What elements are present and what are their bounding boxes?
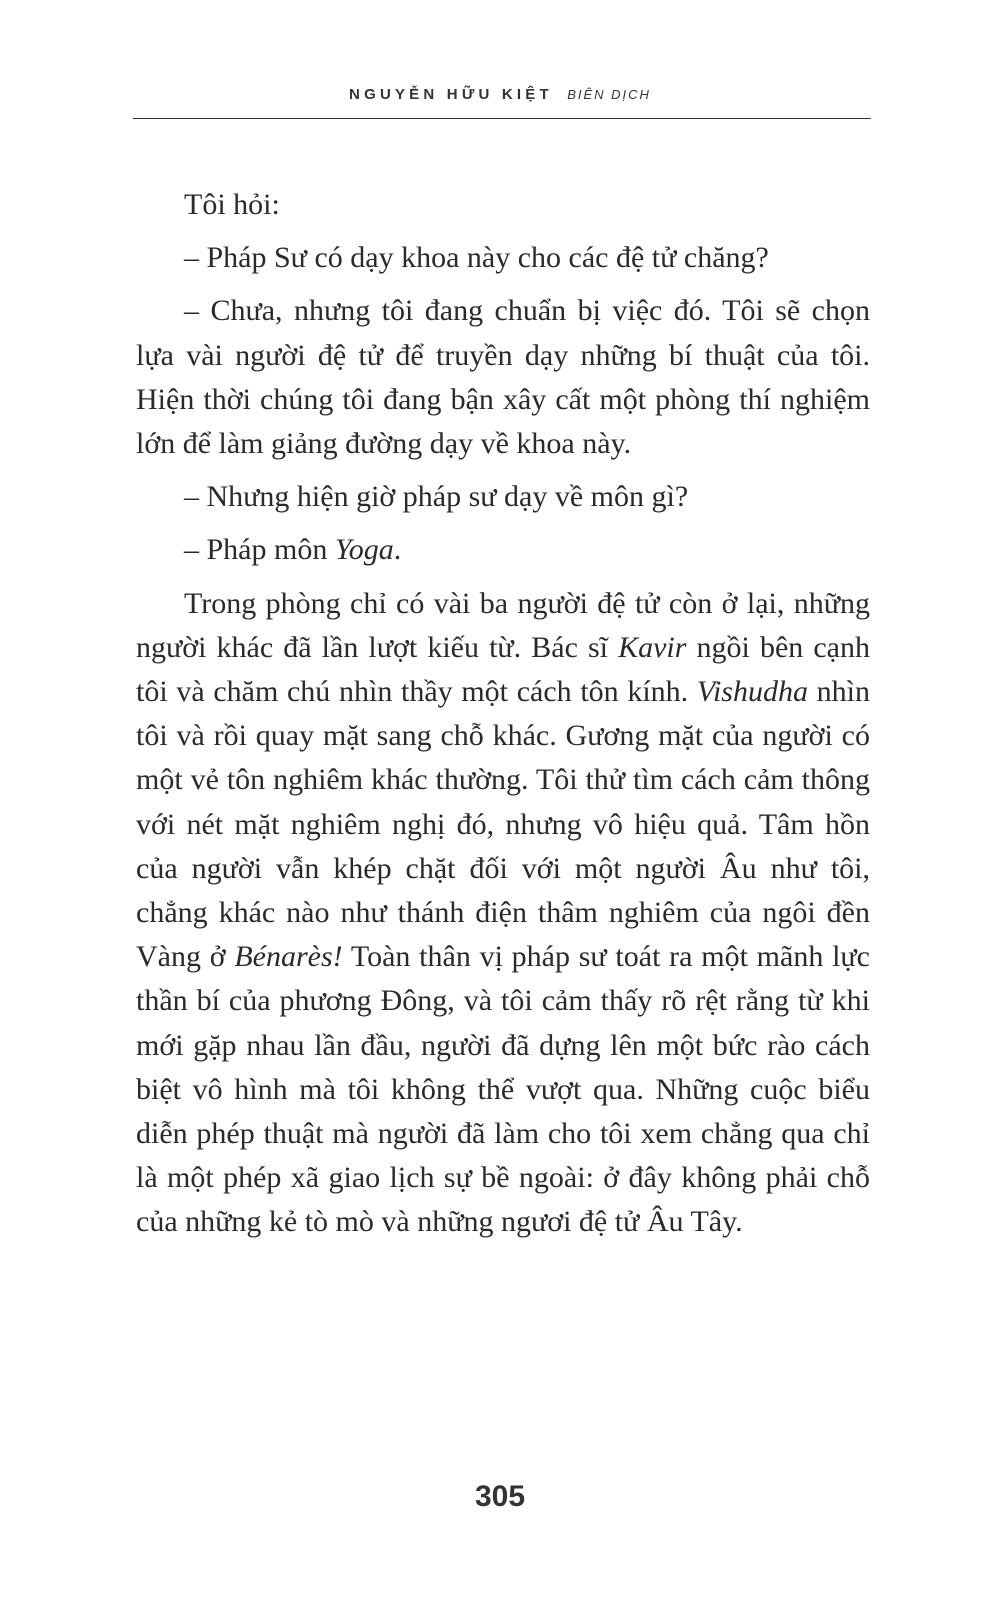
header-divider [133, 118, 871, 119]
paragraph-5 [136, 528, 870, 572]
paragraph-3: – Chưa, nhưng tôi đang chuẩn bị việc đó. Tôi sẽ chọn lựa vài người đệ tử để truyền dạy những bí thuật của tôi. Hiện thời chúng tôi đang bận xây cất một phòng thí nghiệm lớn để làm giảng đường dạy về khoa này. [136, 294, 870, 461]
paragraph-1: Tôi hỏi: [184, 188, 280, 221]
paragraph-5-prefix: – Pháp môn [184, 533, 335, 567]
paragraph-5-suffix: . [393, 533, 402, 567]
yoga-term: Yoga [334, 533, 394, 567]
vishudha-name: Vishudha [696, 675, 808, 709]
running-head [0, 86, 1000, 103]
page-number: 305 [474, 1480, 526, 1513]
header-role: BIÊN DỊCH [567, 87, 651, 102]
paragraph-6 [136, 582, 870, 1245]
paragraph-6-part-b: ngồi bên cạnh tôi và chăm chú nhìn thầy một cách tôn kính. [136, 630, 870, 709]
header-author: NGUYỄN HỮU KIỆT [349, 86, 553, 103]
page-body [136, 183, 870, 1245]
paragraph-6-part-c: nhìn tôi và rồi quay mặt sang chỗ khác. Gương mặt của người có một vẻ tôn nghiêm khác thường. Tôi thử tìm cách cảm thông với nét mặt nghiêm nghị đó, nhưng vô hiệu quả. Tâm hồn của người vẫn khép chặt đối với một người Âu như tôi, chẳng khác nào như thánh điện thâm nghiêm của ngôi đền Vàng ở [136, 675, 870, 974]
benares-name: Bénarès! [234, 940, 343, 974]
paragraph-2: – Pháp Sư có dạy khoa này cho các đệ tử chăng? [184, 241, 769, 275]
paragraph-6-part-d: Toàn thân vị pháp sư toát ra một mãnh lực thần bí của phương Đông, và tôi cảm thấy rõ rệt rằng từ khi mới gặp nhau lần đầu, người đã dựng lên một bức rào cách biệt vô hình mà tôi không thể vượt qua. Những cuộc biểu diễn phép thuật mà người đã làm cho tôi xem chẳng qua chỉ là một phép xã giao lịch sự bề ngoài: ở đây không phải chỗ của những kẻ tò mò và những ngươi đệ tử Âu Tây. [136, 940, 870, 1239]
paragraph-6-part-a: Trong phòng chỉ có vài ba người đệ tử còn ở lại, những người khác đã lần lượt kiếu từ. Bác sĩ [136, 586, 870, 664]
kavir-name: Kavir [618, 630, 687, 664]
paragraph-4: – Nhưng hiện giờ pháp sư dạy về môn gì? [184, 480, 689, 514]
